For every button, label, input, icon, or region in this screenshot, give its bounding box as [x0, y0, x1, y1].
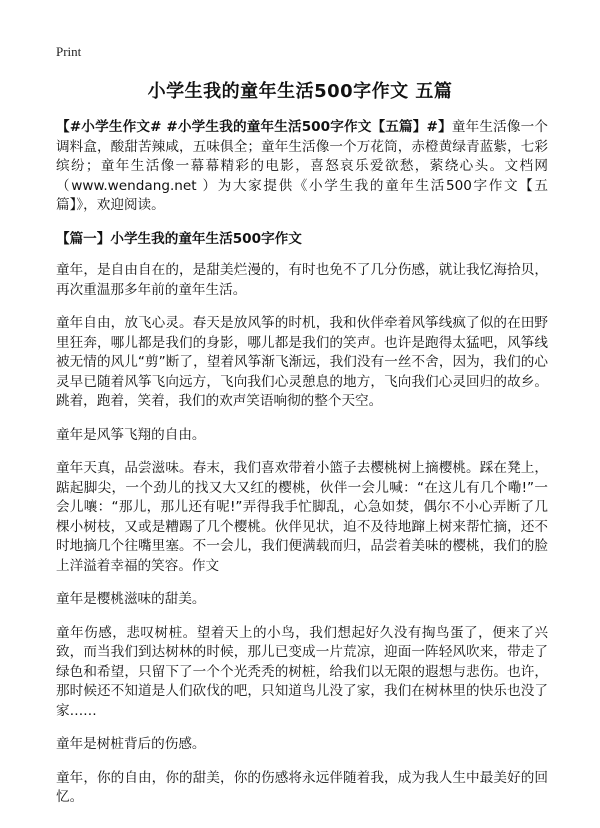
- body-paragraph: 童年天真，品尝滋味。春末，我们喜欢带着小篮子去樱桃树上摘樱桃。踩在凳上，踮起脚尖，一个劲儿的找又大又红的樱桃，伙伴一会儿喊：“在这儿有几个嘞!”一会儿嚷：“那儿，那儿还有呢!”弄得我手忙脚乱，心急如焚，偶尔不小心弄断了几棵小树枝，又或是糟踢了几个樱桃。伙伴见状，迫不及待地蹿上树来帮忙摘，还不时地摘几个往嘴里塞。不一会儿，我们便满载而归，品尝着美味的樱桃，我们的脸上洋溢着幸福的笑容。作文: [56, 460, 548, 574]
- body-paragraph: 童年是樱桃滋味的甜美。: [56, 591, 206, 607]
- body-paragraph: 童年伤感，悲叹树桩。望着天上的小鸟，我们想起好久没有掏鸟蛋了，便来了兴致，而当我们到达树林的时候，那儿已变成一片荒凉，迎面一阵轻风吹来，带走了绿色和希望，只留下了一个个光秃秃的树桩，给我们以无限的遐想与悲伤。也许，那时候还不知道是人们砍伐的吧，只知道鸟儿没了家，我们在树林里的快乐也没了家……: [56, 624, 548, 719]
- section-heading: 【篇一】小学生我的童年生活500字作文: [56, 230, 302, 247]
- body-paragraph: 童年是树桩背后的伤感。: [56, 736, 206, 752]
- document-body: [56, 118, 548, 822]
- intro-heading: 【#小学生作文# #小学生我的童年生活500字作文【五篇】#】: [56, 119, 452, 135]
- page-title: 小学生我的童年生活500字作文 五篇: [147, 81, 453, 102]
- body-paragraph: 童年自由，放飞心灵。春天是放风筝的时机，我和伙伴牵着风筝线疯了似的在田野里狂奔，哪儿都是我们的身影，哪儿都是我们的笑声。也许是跑得太猛吧，风筝线被无情的风儿“剪”断了，望着风筝渐飞渐远，我们没有一丝不舍，因为，我们的心灵早已随着风筝飞向远方，飞向我们心灵憩息的地方，飞向我们心灵回归的故乡。跳着，跑着，笑着，我们的欢声笑语响彻的整个天空。: [56, 315, 548, 409]
- intro-paragraph: [56, 118, 548, 216]
- body-paragraph: 童年，你的自由，你的甜美，你的伤感将永远伴随着我，成为我人生中最美好的回忆。: [56, 769, 548, 805]
- body-paragraph: 童年是风筝飞翔的自由。: [56, 426, 206, 443]
- body-paragraph: 童年，是自由自在的，是甜美烂漫的，有时也免不了几分伤感，就让我忆海拾贝，再次重温那多年前的童年生活。: [56, 262, 548, 298]
- intro-text: 童年生活像一个调料盒，酸甜苦辣咸，五味俱全；童年生活像一个万花筒，赤橙黄绿青蓝紫，七彩缤纷；童年生活像一幕幕精彩的电影，喜怒哀乐爱欲愁，萦绕心头。文档网（www.wendang.net ）为大家提供《小学生我的童年生活500字作文【五篇】》，欢迎阅读。: [56, 119, 549, 213]
- print-label[interactable]: Print: [56, 44, 82, 59]
